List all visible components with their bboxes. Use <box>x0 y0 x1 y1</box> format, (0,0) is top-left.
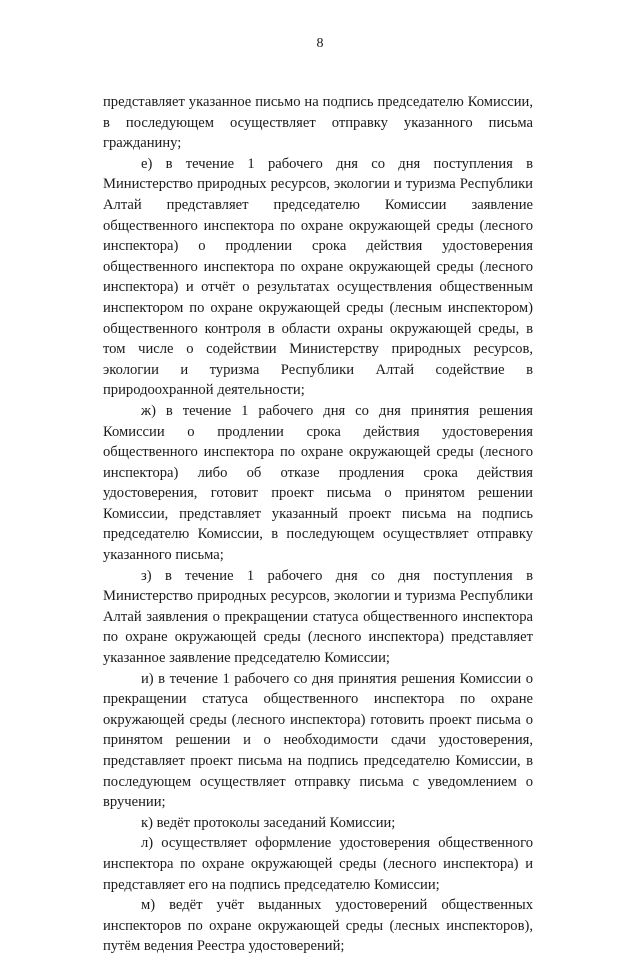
paragraph-item-z: з) в течение 1 рабочего дня со дня поступления в Министерство природных ресурсов, экологии и туризма Республики Алтай заявления о прекращении статуса общественного инспектора по охране окружающей среды (лесного инспектора) представляет указанное заявление председателю Комиссии; <box>103 567 533 667</box>
paragraph-item-l: л) осуществляет оформление удостоверения общественного инспектора по охране окружающей среды (лесного инспектора) и представляет его на подпись председателю Комиссии; <box>103 835 533 893</box>
paragraph-item-m: м) ведёт учёт выданных удостоверений общественных инспекторов по охране окружающей среды (лесных инспекторов), путём ведения Реестра удостоверений; <box>103 897 533 955</box>
page-number: 8 <box>316 36 324 51</box>
paragraph-item-e: е) в течение 1 рабочего дня со дня поступления в Министерство природных ресурсов, экологии и туризма Республики Алтай представляет председателю Комиссии заявление общественного инспектора по охране окружающей среды (лесного инспектора) о продлении срока действия удостоверения общественного инспектора по охране окружающей среды (лесного инспектора) и отчёт о результатах осуществления общественным инспектором по охране окружающей среды (лесным инспектором) общественного контроля в области охраны окружающей среды, в том числе о содействии Министерству природных ресурсов, экологии и туризма Республики Алтай содействие в природоохранной деятельности; <box>103 155 533 399</box>
paragraph-item-i: и) в течение 1 рабочего со дня принятия решения Комиссии о прекращении статуса общественного инспектора по охране окружающей среды (лесного инспектора) готовить проект письма о принятом решении и о необходимости сдачи удостоверения, представляет проект письма на подпись председателю Комиссии, в последующем осуществляет отправку письма с уведомлением о вручении; <box>103 670 533 811</box>
paragraph-item-zh: ж) в течение 1 рабочего дня со дня принятия решения Комиссии о продлении срока действия удостоверения общественного инспектора по охране окружающей среды (лесного инспектора) либо об отказе продления срока действия удостоверения, готовит проект письма о принятом решении Комиссии, представляет указанный проект письма на подпись председателю Комиссии, в последующем осуществляет отправку указанного письма; <box>103 402 533 564</box>
document-body <box>103 92 533 957</box>
paragraph-continuation: представляет указанное письмо на подпись председателю Комиссии, в последующем осуществляет отправку указанного письма гражданину; <box>103 94 533 152</box>
paragraph-item-k: к) ведёт протоколы заседаний Комиссии; <box>141 814 396 831</box>
